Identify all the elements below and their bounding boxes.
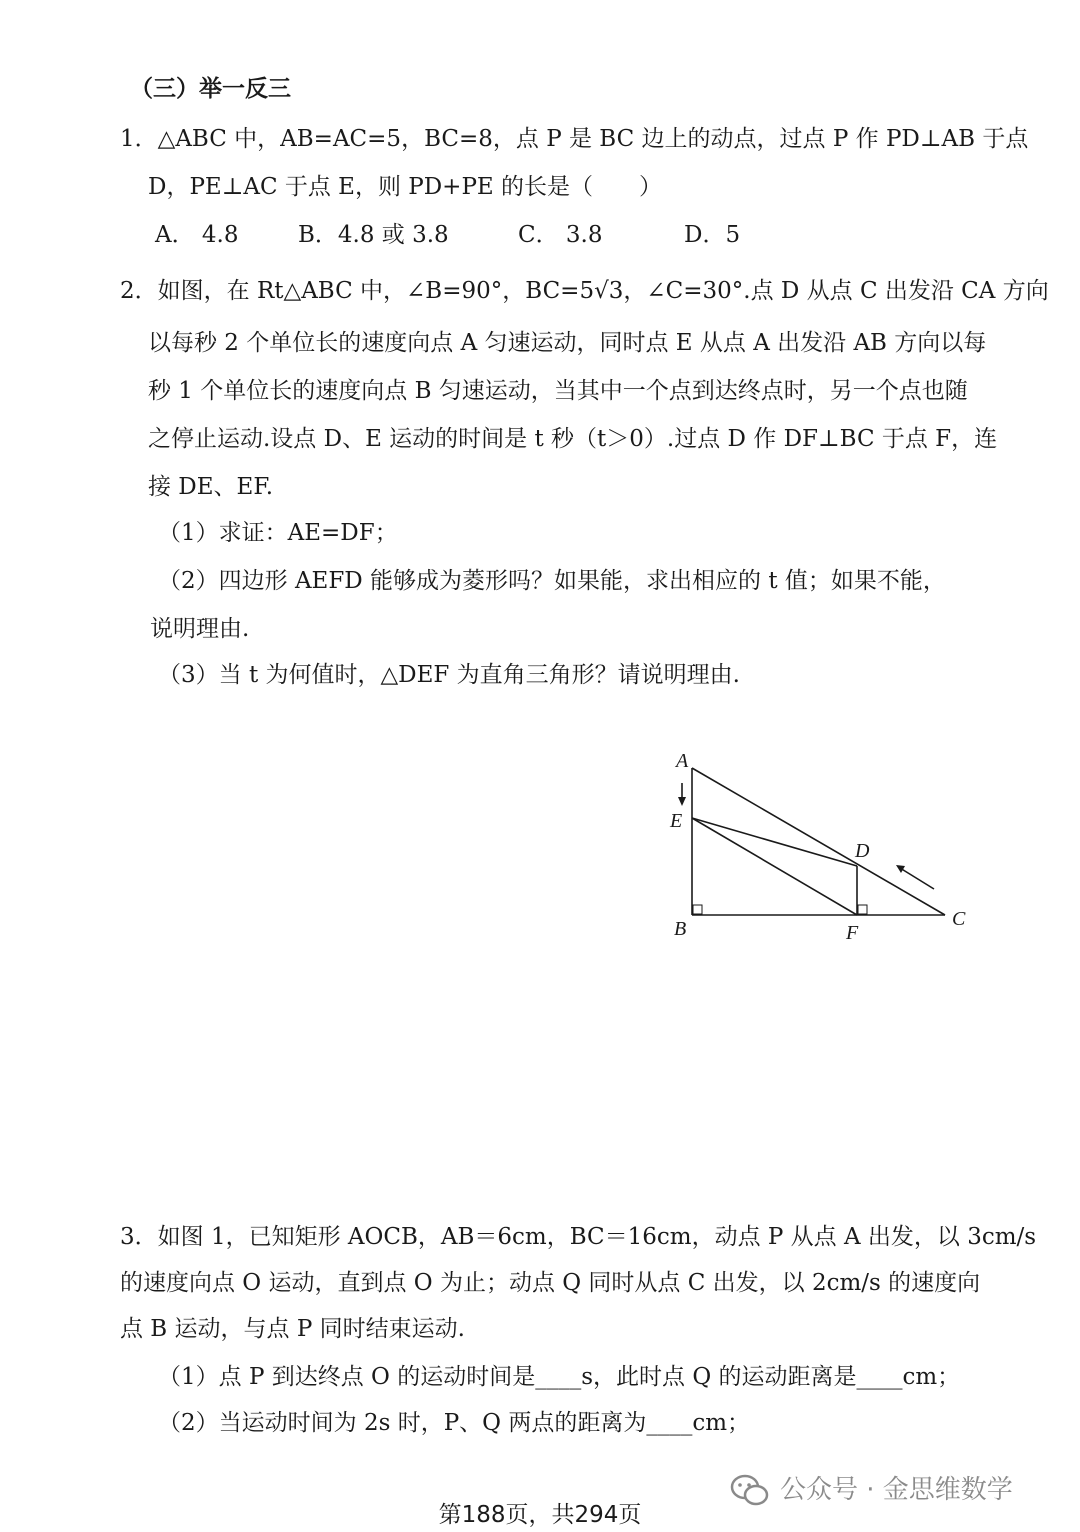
q2-sub-3: （3）当 t 为何值时，△DEF 为直角三角形？请说明理由. <box>158 662 740 688</box>
label-d: D <box>855 840 870 862</box>
q2-sub-1: （1）求证：AE=DF； <box>158 520 398 546</box>
right-angle-mark-b <box>693 905 702 914</box>
q2-line-3: 秒 1 个单位长的速度向点 B 匀速运动，当其中一个点到达终点时，另一个点也随 <box>148 378 968 404</box>
q3-sub-1: （1）点 P 到达终点 O 的运动时间是____s，此时点 Q 的运动距离是____cm； <box>158 1364 961 1390</box>
q3-sub-2: （2）当运动时间为 2s 时，P、Q 两点的距离为____cm； <box>158 1410 751 1436</box>
label-e: E <box>670 810 683 832</box>
q1-option-c: C． 3.8 <box>518 222 603 248</box>
q2-sub-2-line-1: （2）四边形 AEFD 能够成为菱形吗？如果能，求出相应的 t 值；如果不能， <box>158 568 946 594</box>
q3-line-1: 3．如图 1，已知矩形 AOCB，AB＝6cm，BC＝16cm，动点 P 从点 A 出发，以 3cm/s <box>120 1224 1037 1250</box>
right-angle-mark-f <box>858 905 867 914</box>
label-c: C <box>952 908 966 930</box>
q2-line-5: 接 DE、EF. <box>148 474 274 500</box>
q1-line-2: D，PE⊥AC 于点 E，则 PD+PE 的长是（ ） <box>148 174 663 200</box>
arrow-ca-head <box>896 865 905 873</box>
arrow-d-shaft <box>900 868 934 889</box>
label-b: B <box>674 918 687 940</box>
q2-sub-2-line-2: 说明理由. <box>150 616 250 642</box>
q3-line-3: 点 B 运动，与点 P 同时结束运动. <box>120 1316 465 1342</box>
q1-option-d: D．5 <box>684 222 741 248</box>
q1-option-a: A． 4.8 <box>155 222 239 248</box>
page-footer: 第188页，共294页 <box>438 1502 642 1528</box>
q2-line-2: 以每秒 2 个单位长的速度向点 A 匀速运动，同时点 E 从点 A 出发沿 AB 方向以每 <box>148 330 987 356</box>
segment-ed <box>692 818 857 866</box>
q2-line-4: 之停止运动.设点 D、E 运动的时间是 t 秒（t＞0）.过点 D 作 DF⊥BC 于点 F，连 <box>148 426 998 452</box>
q2-line-1: 2．如图，在 Rt△ABC 中，∠B=90°，BC=5√3，∠C=30°.点 D 从点 C 出发沿 CA 方向 <box>120 278 1049 304</box>
triangle-diagram <box>660 745 980 945</box>
q3-line-2: 的速度向点 O 运动，直到点 O 为止；动点 Q 同时从点 C 出发，以 2cm/s 的速度向 <box>120 1270 981 1296</box>
q1-option-b: B．4.8 或 3.8 <box>298 222 449 248</box>
section-title: （三）举一反三 <box>130 76 291 102</box>
q1-line-1: 1．△ABC 中，AB=AC=5，BC=8，点 P 是 BC 边上的动点，过点 P 作 PD⊥AB 于点 <box>120 126 1029 152</box>
label-a: A <box>676 750 689 772</box>
label-f: F <box>846 922 859 944</box>
segment-ef <box>692 818 857 915</box>
arrow-down-head <box>678 797 686 806</box>
watermark-text: 公众号 · 金思维数学 <box>780 1475 1013 1505</box>
